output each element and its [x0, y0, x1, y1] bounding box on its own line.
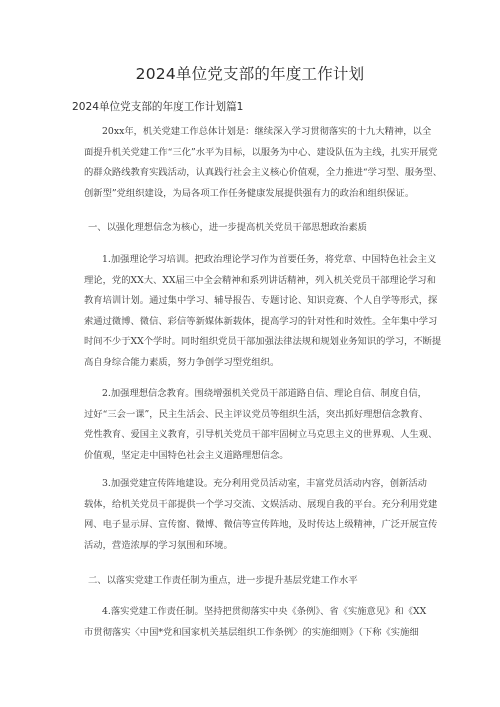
- text-line: 3.加强党建宣传阵地建设。充分利用党员活动室，丰富党员活动内容，创新活动: [102, 478, 427, 489]
- text-line: 载体，给机关党员干部提供一个学习交流、文娱活动、展现自我的平台。充分利用党建: [84, 498, 438, 510]
- heading-two: [88, 571, 358, 591]
- section-title: 2024单位党支部的年度工作计划篇1: [72, 101, 244, 113]
- text-line: 市贯彻落实〈中国*党和国家机关基层组织工作条例〉的实施细则》（下称《实施细: [84, 626, 419, 638]
- paragraph-theory-study: [84, 250, 444, 373]
- text-line: 价值观，坚定走中国特色社会主义道路理想信念。: [84, 449, 289, 461]
- text-line: 面提升机关党建工作“三化”水平为目标，以服务为中心、建设队伍为主线，扎实开展党: [84, 146, 438, 158]
- paragraph-ideals-education: [84, 384, 444, 466]
- heading-text: 二、以落实党建工作责任制为重点，进一步提升基层党建工作水平: [88, 575, 358, 586]
- text-line: 理论，党的XX大、XX届三中全会精神和系列讲话精神，列入机关党员干部理论学习和: [84, 274, 436, 286]
- paragraph-intro: [84, 122, 444, 204]
- heading-one: [88, 218, 367, 238]
- text-line: 过好“三会一课”，民主生活会、民主评议党员等组织生活，突出抓好理想信念教育、: [84, 408, 429, 420]
- text-line: 索通过微博、微信、彩信等新媒体新载体，提高学习的针对性和时效性。全年集中学习: [84, 315, 438, 327]
- text-line: 1.加强理论学习培训。把政治理论学习作为首要任务，将党章、中国特色社会主义: [102, 254, 437, 265]
- text-line: 的群众路线教育实践活动，认真践行社会主义核心价值观，全力推进“学习型、服务型、: [84, 167, 443, 178]
- text-line: 2.加强理想信念教育。围绕增强机关党员干部道路自信、理论自信、制度自信，: [102, 388, 427, 399]
- text-line: 4.落实党建工作责任制。坚持把贯彻落实中央《条例》、省《实施意见》和《XX: [102, 606, 427, 617]
- text-line: 党性教育、爱国主义教育，引导机关党员干部牢固树立马克思主义的世界观、人生观、: [84, 429, 438, 440]
- heading-text: 一、以强化理想信念为核心，进一步提高机关党员干部思想政治素质: [88, 222, 367, 233]
- text-line: 活动，营造浓厚的学习氛围和环境。: [84, 539, 233, 551]
- text-line: 创新型”党组织建设，为局各项工作任务健康发展提供强有力的政治和组织保证。: [84, 187, 415, 199]
- document-title: 2024单位党支部的年度工作计划: [135, 65, 365, 83]
- text-line: 教育培训计划。通过集中学习、辅导报告、专题讨论、知识竞赛、个人自学等形式，探: [84, 295, 438, 306]
- text-line: 时间不少于XX个学时。同时组织党员干部加强法律法规和规划业务知识的学习，不断提: [84, 336, 442, 347]
- text-line: 20xx年，机关党建工作总体计划是：继续深入学习贯彻落实的十九大精神，以全: [102, 126, 432, 137]
- paragraph-responsibility: [84, 602, 444, 643]
- text-line: 网、电子显示屏、宣传窗、微博、微信等宣传阵地，及时传达上级精神，广泛开展宣传: [84, 519, 438, 530]
- text-line: 高自身综合能力素质，努力争创学习型党组织。: [84, 356, 280, 368]
- paragraph-propaganda-front: [84, 474, 444, 556]
